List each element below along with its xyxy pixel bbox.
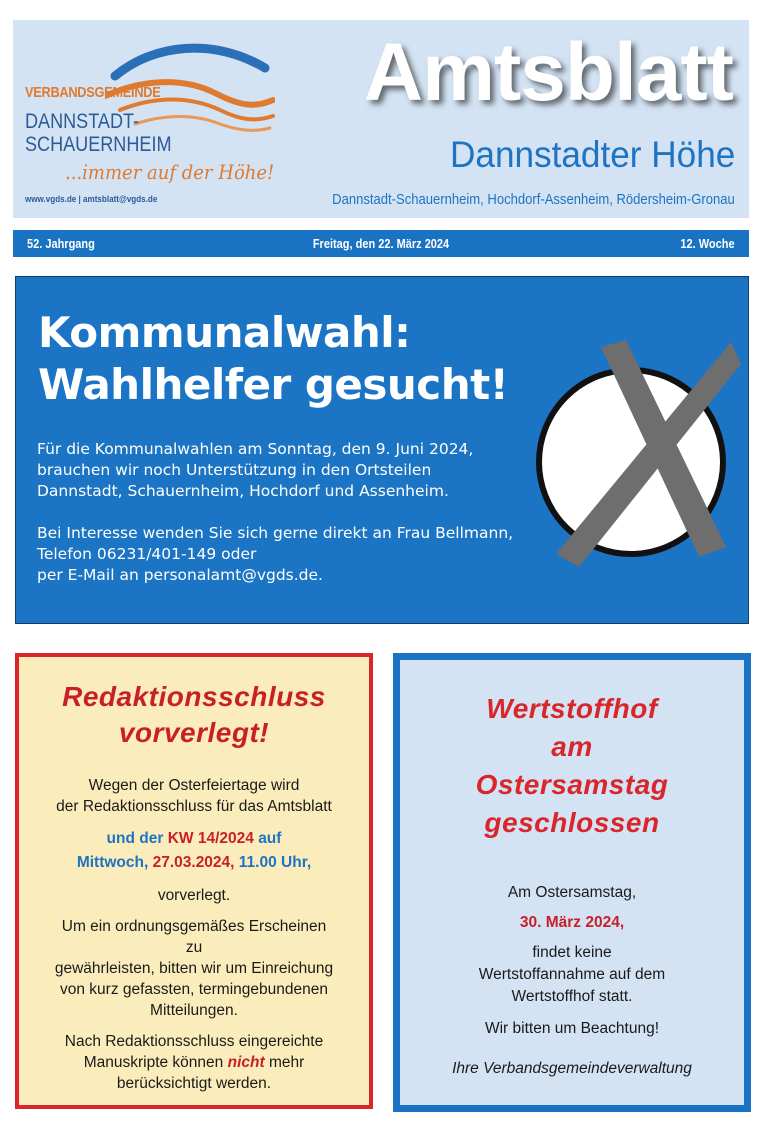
announcement-paragraph-1 xyxy=(37,439,557,502)
emphasis-nicht: nicht xyxy=(227,1054,265,1071)
deadline-date: 27.03.2024, xyxy=(152,854,235,871)
closure-signature: Ihre Verbandsgemeindeverwaltung xyxy=(452,1060,692,1077)
masthead xyxy=(13,20,749,218)
closure-date: 30. März 2024, xyxy=(519,914,625,931)
heading-line-1: Kommunalwahl: xyxy=(38,308,411,357)
deadline-heading-line-1: Redaktionsschluss xyxy=(62,681,326,712)
text-fragment: und der xyxy=(106,830,164,847)
text-line: Nach Redaktionsschluss eingereichte xyxy=(64,1033,324,1050)
newspaper-title: Amtsblatt xyxy=(363,27,733,118)
issue-week: 12. Woche xyxy=(680,237,735,251)
closure-body xyxy=(400,882,744,1080)
announcement-paragraph-2 xyxy=(37,523,557,586)
text-fragment: mehr xyxy=(268,1054,305,1071)
text-line: Wegen der Osterfeiertage wird xyxy=(88,777,300,794)
deadline-intro xyxy=(19,775,369,817)
editorial-deadline-notice xyxy=(15,653,373,1109)
closure-heading-line: Wertstoffhof xyxy=(486,693,658,724)
closure-heading-line: am xyxy=(551,731,593,762)
text-line: Bei Interesse wenden Sie sich gerne direkt an Frau Bellmann, xyxy=(37,524,514,542)
contact-links[interactable]: www.vgds.de | amtsblatt@vgds.de xyxy=(25,194,158,205)
text-line: brauchen wir noch Unterstützung in den Ortsteilen xyxy=(37,461,432,479)
closure-heading-line: Ostersamstag xyxy=(475,769,669,800)
logo-town-line2: SCHAUERNHEIM xyxy=(25,133,172,156)
closure-heading-line: geschlossen xyxy=(484,807,660,838)
text-line: Dannstadt, Schauernheim, Hochdorf und Assenheim. xyxy=(37,482,449,500)
logo-town-name xyxy=(25,110,172,156)
deadline-vorverlegt: vorverlegt. xyxy=(157,887,231,904)
deadline-week: KW 14/2024 xyxy=(167,830,254,847)
text-line: Um ein ordnungsgemäßes Erscheinen xyxy=(61,918,327,935)
deadline-body xyxy=(19,775,369,1094)
logo-slogan: ...immer auf der Höhe! xyxy=(65,160,275,184)
text-line: Telefon 06231/401-149 oder xyxy=(37,545,257,563)
newspaper-subtitle: Dannstadter Höhe xyxy=(449,134,735,175)
logo-town-line1: DANNSTADT- xyxy=(25,110,140,133)
closure-line: Am Ostersamstag, xyxy=(507,884,637,901)
issue-info-bar xyxy=(13,230,749,257)
text-line: Mitteilungen. xyxy=(150,1002,238,1019)
announcement-heading xyxy=(38,307,508,411)
deadline-heading xyxy=(19,679,369,751)
heading-line-2: Wahlhelfer gesucht! xyxy=(38,360,509,409)
text-line: gewährleisten, bitten wir um Einreichung xyxy=(54,960,334,977)
deadline-heading-line-2: vorverlegt! xyxy=(118,717,270,748)
deadline-paragraph-2 xyxy=(19,916,369,1021)
text-fragment: Manuskripte können xyxy=(83,1054,224,1071)
text-line: Für die Kommunalwahlen am Sonntag, den 9. Juni 2024, xyxy=(37,440,474,458)
issue-date: Freitag, den 22. März 2024 xyxy=(312,237,450,251)
logo-vg-text: VERBANDSGEMEINDE xyxy=(25,84,161,101)
deadline-paragraph-3 xyxy=(19,1031,369,1094)
text-line: von kurz gefassten, termingebundenen xyxy=(60,981,328,998)
closure-line: Wertstoffhof statt. xyxy=(511,988,633,1005)
member-municipalities: Dannstadt-Schauernheim, Hochdorf-Assenheim, Rödersheim-Gronau xyxy=(332,191,735,208)
contact-email-line[interactable]: per E-Mail an personalamt@vgds.de. xyxy=(37,566,323,584)
text-line: der Redaktionsschluss für das Amtsblatt xyxy=(56,798,332,815)
closure-heading xyxy=(400,690,744,842)
text-line: zu xyxy=(185,939,203,956)
text-line: berücksichtigt werden. xyxy=(116,1075,272,1092)
issue-volume: 52. Jahrgang xyxy=(27,237,95,251)
closure-request: Wir bitten um Beachtung! xyxy=(484,1020,660,1037)
ballot-cross-icon xyxy=(531,332,746,572)
vg-logo xyxy=(25,38,275,188)
deadline-date-block xyxy=(19,827,369,875)
closure-line: Wertstoffannahme auf dem xyxy=(478,966,666,983)
announcement-body xyxy=(37,439,557,607)
text-fragment: Mittwoch, xyxy=(76,854,149,871)
election-helper-announcement xyxy=(15,276,749,624)
recycling-closure-notice xyxy=(393,653,751,1112)
deadline-time: 11.00 Uhr, xyxy=(238,854,312,871)
text-fragment: auf xyxy=(258,830,282,847)
closure-line: findet keine xyxy=(532,944,612,961)
